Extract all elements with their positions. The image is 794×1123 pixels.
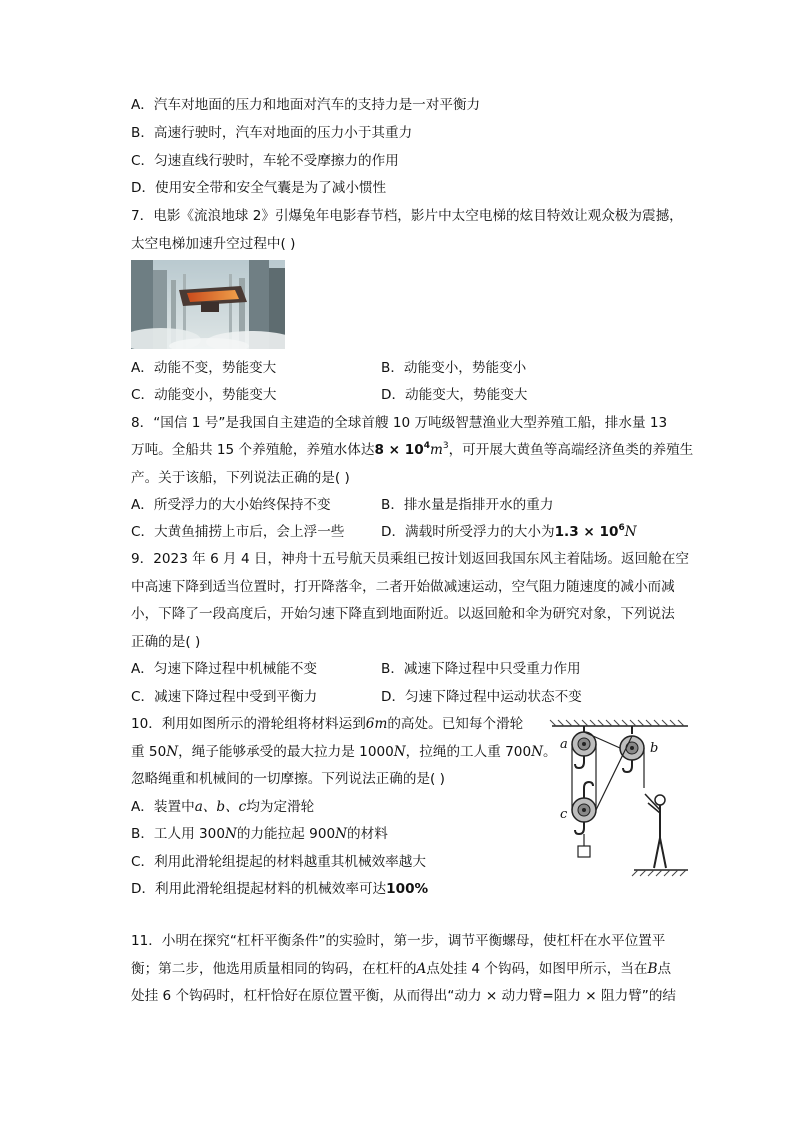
pulley-system-figure <box>548 718 692 878</box>
q8-volume-unit: m <box>429 442 443 458</box>
q10-option-d-text: D．利用此滑轮组提起材料的机械效率可达 <box>131 881 387 897</box>
q8-option-d-text: D．满载时所受浮力的大小为 <box>381 524 555 540</box>
q10-option-a-text: A．装置中 <box>131 799 195 815</box>
pulley-label-c: c <box>560 807 568 822</box>
q7-option-d: D．动能变大，势能变大 <box>381 387 528 403</box>
q9-stem-line4: 正确的是( ) <box>131 634 201 650</box>
q11-text: 点处挂 4 个钩码，如图甲所示，当在 <box>426 961 648 977</box>
q7-option-c: C．动能变小，势能变大 <box>131 387 277 403</box>
q8-buoyancy-value: 1.3 × 10 <box>554 524 619 540</box>
q6-option-a: A．汽车对地面的压力和地面对汽车的支持力是一对平衡力 <box>131 97 481 113</box>
q10-text: 重 50 <box>131 744 167 760</box>
unit-n: N <box>166 744 179 760</box>
q11-stem-line3: 处挂 6 个钩码时，杠杆恰好在原位置平衡，从而得出“动力 × 动力臂=阻力 × 阻力臂”的结 <box>131 988 677 1004</box>
q8-text: ，可开展大黄鱼等高端经济鱼类的养殖生 <box>448 442 694 458</box>
q11-stem-line2 <box>131 960 671 978</box>
q8-buoyancy-exp: 6 <box>618 523 625 533</box>
q10-stem-line3: 忽略绳重和机械间的一切摩擦。下列说法正确的是( ) <box>131 771 445 787</box>
q11-text: 点 <box>657 961 672 977</box>
pulley-label-a: a <box>560 737 568 752</box>
q9-stem-line3: 小，下降了一段高度后，开始匀速下降直到地面附近。以返回舱和伞为研究对象，下列说法 <box>131 606 675 622</box>
point-b-label: B <box>647 961 658 977</box>
q9-stem-line2: 中高速下降到适当位置时，打开降落伞，二者开始做减速运动，空气阻力随速度的减小而减 <box>131 579 675 595</box>
unit-n: N <box>335 826 348 842</box>
q6-option-c: C．匀速直线行驶时，车轮不受摩擦力的作用 <box>131 153 399 169</box>
q8-stem-line1: 8．“国信 1 号”是我国自主建造的全球首艘 10 万吨级智慧渔业大型养殖工船，排水量 13 <box>131 415 668 431</box>
q10-option-c: C．利用此滑轮组提起的材料越重其机械效率越大 <box>131 854 426 870</box>
point-a-label: A <box>416 961 427 977</box>
q10-stem-line1 <box>131 715 523 733</box>
q10-text: 10．利用如图所示的滑轮组将材料运到 <box>131 716 366 732</box>
unit-n: N <box>224 826 237 842</box>
space-elevator-photo <box>131 260 285 349</box>
q10-stem-line2 <box>131 743 557 761</box>
q10-efficiency-value: 100% <box>386 881 429 897</box>
q10-text: ，拉绳的工人重 700 <box>405 744 532 760</box>
q7-option-b: B．动能变小，势能变小 <box>381 360 527 376</box>
q10-text: 。 <box>543 744 557 760</box>
q6-option-b: B．高速行驶时，汽车对地面的压力小于其重力 <box>131 125 413 141</box>
q8-buoyancy-unit: N <box>624 524 637 540</box>
q10-option-b-text: 的力能拉起 900 <box>236 826 336 842</box>
q8-volume-value: 8 × 10 <box>374 442 424 458</box>
q8-option-c: C．大黄鱼捕捞上市后，会上浮一些 <box>131 524 345 540</box>
q7-option-a: A．动能不变，势能变大 <box>131 360 277 376</box>
q10-option-a-text: 均为定滑轮 <box>246 799 315 815</box>
q10-pulley-labels: a、b、c <box>194 799 247 815</box>
q10-height: 6m <box>365 716 388 732</box>
q9-option-d: D．匀速下降过程中运动状态不变 <box>381 689 582 705</box>
q10-option-b <box>131 825 388 843</box>
q8-option-a: A．所受浮力的大小始终保持不变 <box>131 497 331 513</box>
q10-option-b-text: B．工人用 300 <box>131 826 225 842</box>
q8-stem-line2 <box>131 441 693 459</box>
q9-stem-line1: 9．2023 年 6 月 4 日，神舟十五号航天员乘组已按计划返回我国东风主着陆场。返回舱在空 <box>131 551 689 567</box>
q8-stem-line3: 产。关于该船，下列说法正确的是( ) <box>131 470 350 486</box>
q8-volume-exp: 4 <box>423 441 430 451</box>
unit-n: N <box>531 744 544 760</box>
q11-stem-line1: 11．小明在探究“杠杆平衡条件”的实验时，第一步，调节平衡螺母，使杠杆在水平位置平 <box>131 933 666 949</box>
q10-option-a <box>131 798 314 816</box>
q9-option-c: C．减速下降过程中受到平衡力 <box>131 689 318 705</box>
q7-stem-line2: 太空电梯加速升空过程中( ) <box>131 236 296 252</box>
q8-volume-unit-exp: 3 <box>442 441 449 451</box>
pulley-label-b: b <box>650 741 659 756</box>
q10-option-d <box>131 880 428 898</box>
unit-n: N <box>393 744 406 760</box>
q11-text: 衡；第二步，他选用质量相同的钩码，在杠杆的 <box>131 961 417 977</box>
q8-option-b: B．排水量是指排开水的重力 <box>381 497 554 513</box>
q9-option-a: A．匀速下降过程中机械能不变 <box>131 661 318 677</box>
q10-option-b-text: 的材料 <box>347 826 388 842</box>
q6-option-d: D．使用安全带和安全气囊是为了减小惯性 <box>131 180 387 196</box>
q8-option-d <box>381 523 637 541</box>
q9-option-b: B．减速下降过程中只受重力作用 <box>381 661 581 677</box>
q7-stem-line1: 7．电影《流浪地球 2》引爆兔年电影春节档，影片中太空电梯的炫目特效让观众极为震撼， <box>131 208 683 224</box>
q10-text: 的高处。已知每个滑轮 <box>387 716 524 732</box>
q10-text: ，绳子能够承受的最大拉力是 1000 <box>178 744 394 760</box>
q8-text: 万吨。全船共 15 个养殖舱，养殖水体达 <box>131 442 375 458</box>
